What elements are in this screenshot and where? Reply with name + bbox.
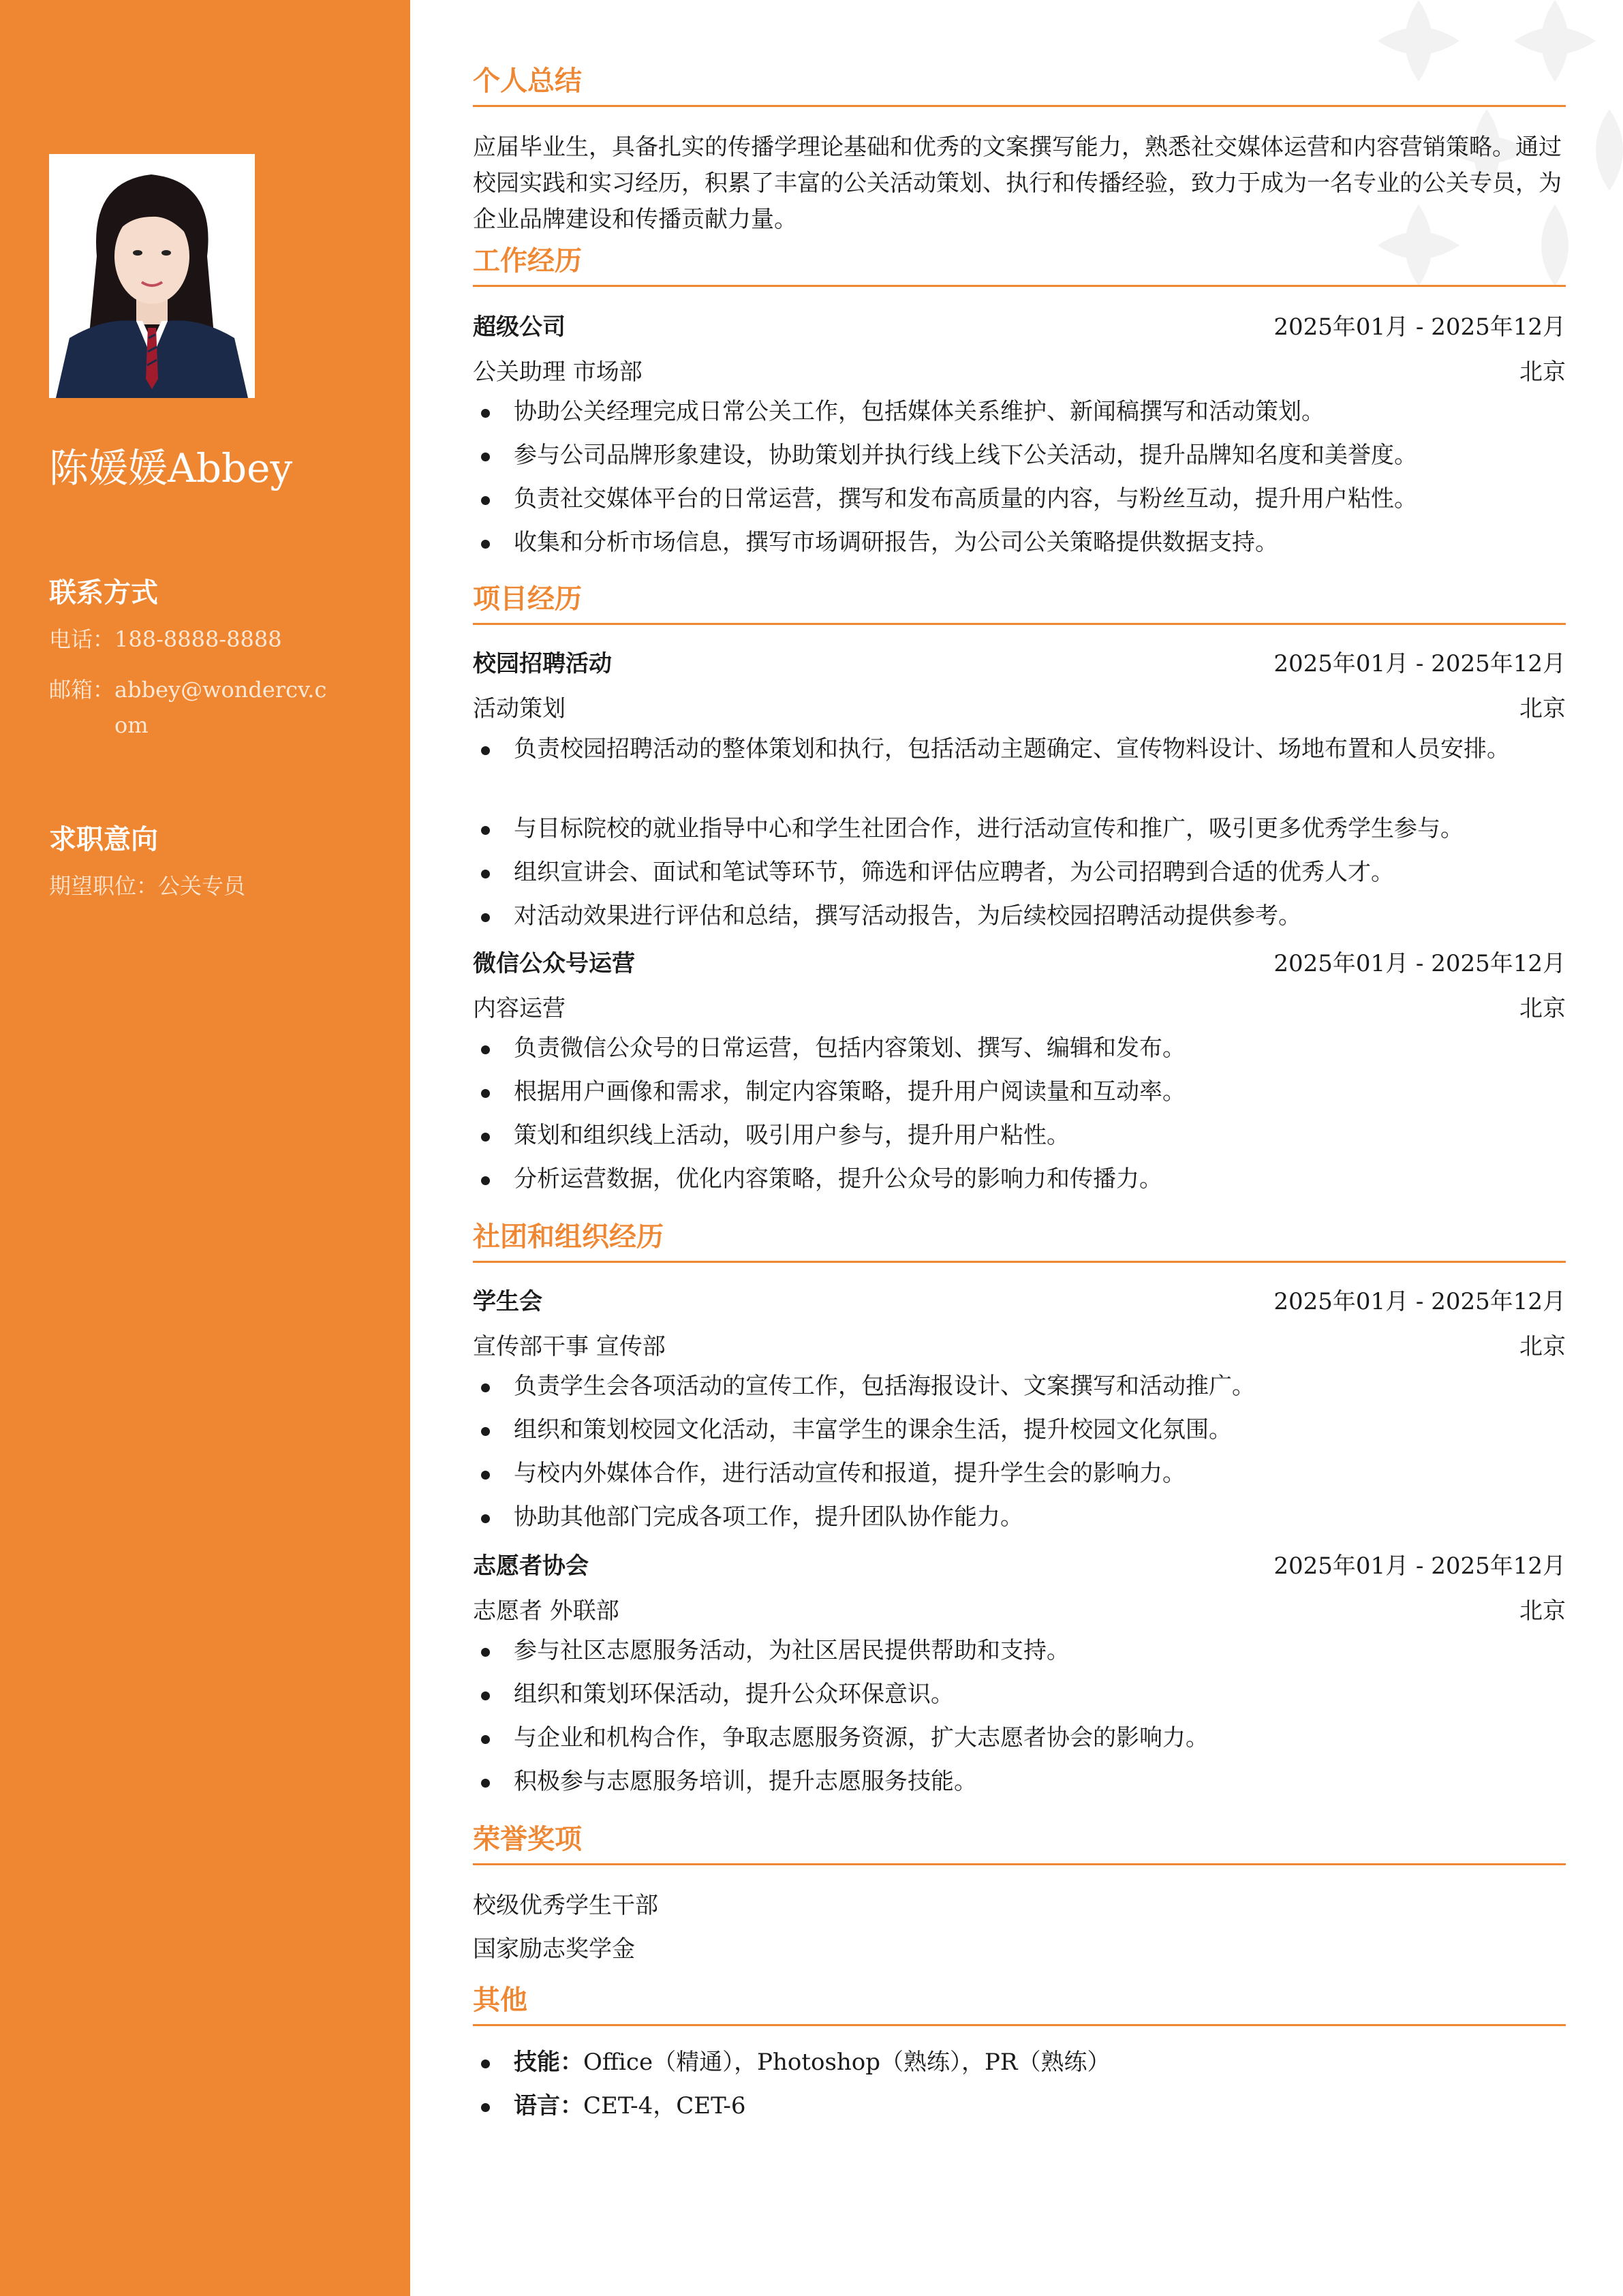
honors-section-title bbox=[473, 1820, 1566, 1865]
summary-text: 应届毕业生，具备扎实的传播学理论基础和优秀的文案撰写能力，熟悉社交媒体运营和内容营销策略。通过校园实践和实习经历，积累了丰富的公关活动策划、执行和传播经验，致力于成为一名专业的公关专员，为企业品牌建设和传播贡献力量。 bbox=[473, 134, 1562, 233]
list-item: 策划和组织线上活动，吸引用户参与，提升用户粘性。 bbox=[473, 1118, 1566, 1154]
list-item: 组织宣讲会、面试和笔试等环节，筛选和评估应聘者，为公司招聘到合适的优秀人才。 bbox=[473, 855, 1566, 891]
email-value: abbey@wondercv.com bbox=[114, 677, 327, 738]
work-section-title bbox=[473, 241, 1566, 287]
club-entry-subheader bbox=[473, 1592, 1566, 1626]
entry-date: 2025年01月 - 2025年12月 bbox=[1273, 650, 1566, 677]
project-entry-subheader bbox=[473, 990, 1566, 1024]
email-label: 邮箱： bbox=[49, 677, 115, 703]
list-item: 对活动效果进行评估和总结，撰写活动报告，为后续校园招聘活动提供参考。 bbox=[473, 898, 1566, 934]
candidate-name: 陈媛媛Abbey bbox=[49, 445, 293, 491]
entry-role: 活动策划 bbox=[473, 695, 566, 722]
list-item: 组织和策划环保活动，提升公众环保意识。 bbox=[473, 1677, 1566, 1713]
club-entry-header bbox=[473, 1283, 1566, 1317]
list-item: 参与公司品牌形象建设，协助策划并执行线上线下公关活动，提升品牌知名度和美誉度。 bbox=[473, 438, 1566, 474]
projects-section-title bbox=[473, 579, 1566, 625]
list-item: 与企业和机构合作，争取志愿服务资源，扩大志愿者协会的影响力。 bbox=[473, 1720, 1566, 1756]
list-item: 参与社区志愿服务活动，为社区居民提供帮助和支持。 bbox=[473, 1633, 1566, 1669]
intent-row bbox=[49, 868, 383, 904]
entry-city: 北京 bbox=[1519, 1597, 1566, 1625]
list-item: 分析运营数据，优化内容策略，提升公众号的影响力和传播力。 bbox=[473, 1161, 1566, 1197]
list-item: 根据用户画像和需求，制定内容策略，提升用户阅读量和互动率。 bbox=[473, 1074, 1566, 1110]
sidebar bbox=[0, 0, 410, 2296]
projects-title: 项目经历 bbox=[473, 583, 582, 615]
other-title: 其他 bbox=[473, 1984, 527, 2016]
intent-value: 公关专员 bbox=[158, 873, 246, 899]
club-entry-header bbox=[473, 1547, 1566, 1581]
language-label: 语言： bbox=[514, 2092, 583, 2119]
intent-label: 期望职位： bbox=[49, 873, 159, 899]
list-item: 负责校园招聘活动的整体策划和执行，包括活动主题确定、宣传物料设计、场地布置和人员安排。 bbox=[473, 731, 1566, 767]
entry-date: 2025年01月 - 2025年12月 bbox=[1273, 313, 1566, 341]
list-item: 负责微信公众号的日常运营，包括内容策划、撰写、编辑和发布。 bbox=[473, 1030, 1566, 1067]
list-item: 协助其他部门完成各项工作，提升团队协作能力。 bbox=[473, 1499, 1566, 1535]
list-item bbox=[473, 2088, 1566, 2124]
work-entry-header bbox=[473, 308, 1566, 342]
list-item: 收集和分析市场信息，撰写市场调研报告，为公司公关策略提供数据支持。 bbox=[473, 525, 1566, 561]
list-item: 与目标院校的就业指导中心和学生社团合作，进行活动宣传和推广，吸引更多优秀学生参与。 bbox=[473, 811, 1566, 847]
entry-org: 学生会 bbox=[473, 1288, 542, 1315]
intent-heading: 求职意向 bbox=[49, 823, 158, 855]
skills-value: Office（精通），Photoshop（熟练），PR（熟练） bbox=[583, 2049, 1111, 2076]
other-section-title bbox=[473, 1980, 1566, 2026]
list-item: 积极参与志愿服务培训，提升志愿服务技能。 bbox=[473, 1764, 1566, 1800]
summary-section-title bbox=[473, 61, 1566, 107]
honors-title: 荣誉奖项 bbox=[473, 1823, 582, 1855]
entry-date: 2025年01月 - 2025年12月 bbox=[1273, 1288, 1566, 1315]
entry-role: 公关助理 市场部 bbox=[473, 358, 643, 386]
phone-label: 电话： bbox=[49, 626, 115, 652]
entry-city: 北京 bbox=[1519, 995, 1566, 1022]
phone-row bbox=[49, 622, 339, 657]
clubs-section-title bbox=[473, 1217, 1566, 1263]
project-entry-subheader bbox=[473, 690, 1566, 724]
entry-role: 志愿者 外联部 bbox=[473, 1597, 619, 1625]
entry-date: 2025年01月 - 2025年12月 bbox=[1273, 1552, 1566, 1580]
skills-label: 技能： bbox=[514, 2049, 583, 2076]
email-row bbox=[49, 672, 339, 743]
contact-heading: 联系方式 bbox=[49, 577, 158, 609]
list-item: 校级优秀学生干部 bbox=[473, 1892, 658, 1919]
summary-title: 个人总结 bbox=[473, 65, 582, 97]
list-item: 与校内外媒体合作，进行活动宣传和报道，提升学生会的影响力。 bbox=[473, 1456, 1566, 1492]
entry-org: 超级公司 bbox=[473, 313, 566, 341]
clubs-title: 社团和组织经历 bbox=[473, 1221, 664, 1253]
list-item: 负责学生会各项活动的宣传工作，包括海报设计、文案撰写和活动推广。 bbox=[473, 1368, 1566, 1405]
entry-org: 校园招聘活动 bbox=[473, 650, 612, 677]
entry-city: 北京 bbox=[1519, 1333, 1566, 1360]
list-item: 组织和策划校园文化活动，丰富学生的课余生活，提升校园文化氛围。 bbox=[473, 1412, 1566, 1448]
entry-role: 宣传部干事 宣传部 bbox=[473, 1333, 666, 1360]
entry-city: 北京 bbox=[1519, 358, 1566, 386]
phone-value: 188-8888-8888 bbox=[114, 626, 282, 652]
entry-org: 微信公众号运营 bbox=[473, 950, 635, 977]
list-item: 协助公关经理完成日常公关工作，包括媒体关系维护、新闻稿撰写和活动策划。 bbox=[473, 394, 1566, 430]
list-item: 负责社交媒体平台的日常运营，撰写和发布高质量的内容，与粉丝互动，提升用户粘性。 bbox=[473, 481, 1566, 517]
work-entry-subheader bbox=[473, 353, 1566, 387]
project-entry-header bbox=[473, 645, 1566, 679]
list-item: 国家励志奖学金 bbox=[473, 1935, 635, 1963]
list-item bbox=[473, 2045, 1566, 2081]
entry-city: 北京 bbox=[1519, 695, 1566, 722]
entry-date: 2025年01月 - 2025年12月 bbox=[1273, 950, 1566, 977]
profile-photo bbox=[49, 154, 255, 398]
project-entry-header bbox=[473, 945, 1566, 979]
entry-org: 志愿者协会 bbox=[473, 1552, 589, 1580]
club-entry-subheader bbox=[473, 1328, 1566, 1362]
entry-role: 内容运营 bbox=[473, 995, 566, 1022]
work-title: 工作经历 bbox=[473, 245, 582, 277]
language-value: CET-4，CET-6 bbox=[583, 2092, 746, 2119]
